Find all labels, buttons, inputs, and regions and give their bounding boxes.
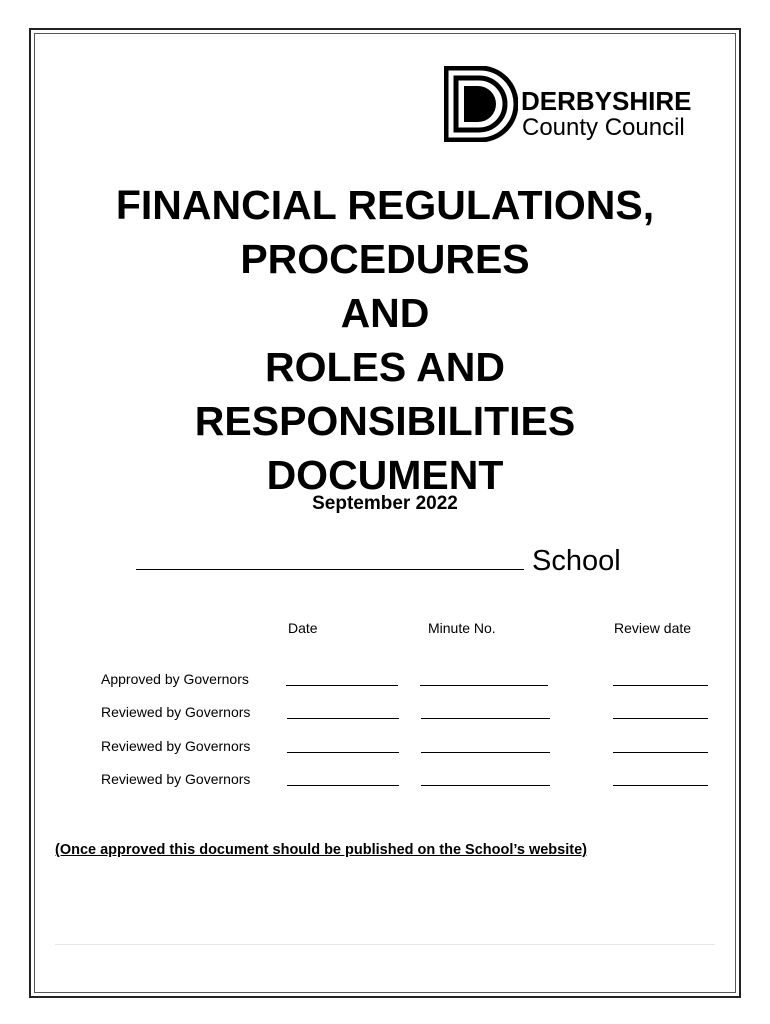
derbyshire-d-logo-icon <box>444 66 518 142</box>
minute-no-field[interactable] <box>421 752 550 753</box>
review-date-field[interactable] <box>613 685 708 686</box>
column-header-review-date: Review date <box>614 620 692 636</box>
derbyshire-logo <box>444 66 724 150</box>
row-label-reviewed: Reviewed by Governors <box>101 738 251 754</box>
school-label: School <box>532 545 621 577</box>
document-title <box>40 178 730 502</box>
row-label-reviewed: Reviewed by Governors <box>101 704 251 720</box>
logo-line-2: County Council <box>522 114 685 141</box>
review-date-field[interactable] <box>613 785 708 786</box>
logo-line-1: DERBYSHIRE <box>521 86 692 116</box>
title-line: PROCEDURES <box>240 236 530 282</box>
footer-divider <box>55 944 715 945</box>
document-date: September 2022 <box>312 493 458 514</box>
date-field[interactable] <box>286 685 398 686</box>
date-field[interactable] <box>287 785 399 786</box>
date-field[interactable] <box>287 718 399 719</box>
column-header-date: Date <box>288 620 318 636</box>
review-date-field[interactable] <box>613 752 708 753</box>
publication-note: (Once approved this document should be published on the School’s website) <box>55 842 587 858</box>
title-line: AND <box>340 290 430 336</box>
date-field[interactable] <box>287 752 399 753</box>
minute-no-field[interactable] <box>421 718 550 719</box>
review-date-field[interactable] <box>613 718 708 719</box>
school-name-line <box>136 541 621 579</box>
minute-no-field[interactable] <box>421 785 550 786</box>
title-line: RESPONSIBILITIES <box>194 398 576 444</box>
row-label-approved: Approved by Governors <box>101 671 249 687</box>
title-line: DOCUMENT <box>266 452 504 498</box>
title-line: ROLES AND <box>265 344 505 390</box>
column-header-minute-no: Minute No. <box>428 620 496 636</box>
minute-no-field[interactable] <box>420 685 548 686</box>
row-label-reviewed: Reviewed by Governors <box>101 771 251 787</box>
title-line: FINANCIAL REGULATIONS, <box>115 182 655 228</box>
school-name-field[interactable] <box>136 541 524 570</box>
